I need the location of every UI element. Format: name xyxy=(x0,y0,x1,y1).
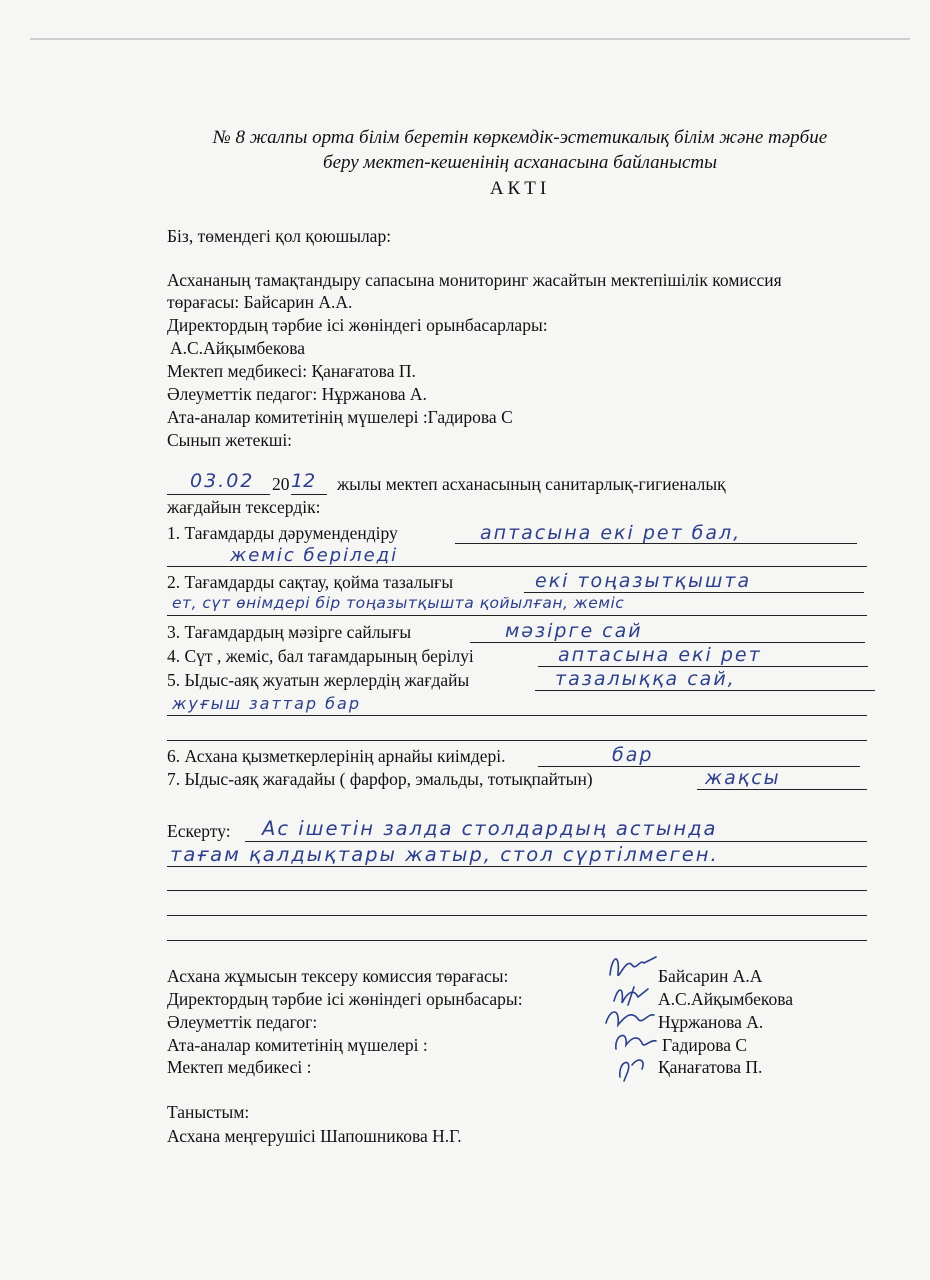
note-underline2 xyxy=(167,866,867,867)
note-handwritten-line2: тағам қалдықтары жатыр, стол сүртілмеген. xyxy=(170,843,719,866)
sign-role-chair: Асхана жұмысын тексеру комиссия төрағасы: xyxy=(167,966,509,986)
year-prefix: 20 xyxy=(272,474,290,494)
social-pedagogue-line: Әлеуметтік педагог: Нұржанова А. xyxy=(167,384,427,404)
item-6-answer: бар xyxy=(612,744,654,766)
item-5-answer2: жуғыш заттар бар xyxy=(172,694,361,713)
item-5-answer: тазалыққа сай, xyxy=(555,668,736,690)
note-handwritten-line1: Ас ішетін залда столдардың астында xyxy=(262,817,718,840)
sign-role-deputy: Директордың тәрбие ісі жөніндегі орынбасары: xyxy=(167,989,523,1009)
item-3-label: 3. Тағамдардың мәзірге сайлығы xyxy=(167,622,412,642)
intro-text: Біз, төмендегі қол қоюшылар: xyxy=(167,226,392,246)
item-2-answer: екі тоңазытқышта xyxy=(535,570,752,592)
item-4-underline xyxy=(538,666,868,667)
item-7-answer: жақсы xyxy=(705,767,781,789)
date-line-text: жылы мектеп асханасының санитарлық-гигиеналық xyxy=(337,474,726,494)
scan-edge-line xyxy=(30,38,910,40)
document-heading-akt: АКТІ xyxy=(489,178,551,199)
item-1-underline2 xyxy=(167,566,867,567)
sign-name-nurse: Қанағатова П. xyxy=(658,1057,763,1077)
item-2-label: 2. Тағамдарды сақтау, қойма тазалығы xyxy=(167,572,454,592)
sign-name-parents: Гадирова С xyxy=(662,1035,748,1055)
nurse-line: Мектеп медбикесі: Қанағатова П. xyxy=(167,361,416,381)
item-7-underline xyxy=(697,789,867,790)
sign-name-deputy: А.С.Айқымбекова xyxy=(658,989,794,1009)
item-5-underline xyxy=(535,690,875,691)
document-title-line2: беру мектеп-кешенінің асханасына байланысты xyxy=(323,152,717,173)
date-underline xyxy=(167,494,270,495)
item-1-answer: аптасына екі рет бал, xyxy=(480,522,742,544)
item-3-answer: мәзірге сай xyxy=(505,620,643,642)
note-blank-line3 xyxy=(167,890,867,891)
canteen-manager-line: Асхана меңгерушісі Шапошникова Н.Г. xyxy=(167,1126,462,1146)
commission-chair-line1: Асхананың тамақтандыру сапасына мониторинг жасайтын мектепішілік комиссия xyxy=(167,270,782,290)
note-blank-line4 xyxy=(167,915,867,916)
sign-name-chair: Байсарин А.А xyxy=(658,966,763,986)
item-6-underline xyxy=(538,766,860,767)
document-title-line1: № 8 жалпы орта білім беретін көркемдік-эстетикалық білім және тәрбие xyxy=(212,127,828,148)
commission-chair-line2: төрағасы: Байсарин А.А. xyxy=(167,292,353,312)
note-label: Ескерту: xyxy=(167,821,231,841)
item-6-label: 6. Асхана қызметкерлерінің арнайы киімдері. xyxy=(167,746,506,766)
signature-nurse xyxy=(620,1060,643,1081)
item-4-label: 4. Сүт , жеміс, бал тағамдарының берілуі xyxy=(167,646,474,666)
item-3-underline xyxy=(470,642,865,643)
signature-social xyxy=(606,1012,654,1025)
note-blank-line5 xyxy=(167,940,867,941)
signature-deputy xyxy=(614,987,648,1005)
item-2-underline2 xyxy=(167,615,867,616)
item-2-underline xyxy=(524,592,864,593)
year-handwritten: 12 xyxy=(291,470,316,492)
item-5-underline3 xyxy=(167,740,867,741)
item-5-underline2 xyxy=(167,715,867,716)
note-underline1 xyxy=(245,841,867,842)
item-7-label: 7. Ыдыс-аяқ жағадайы ( фарфор, эмальды, тотықпайтын) xyxy=(167,769,593,789)
date-line-text2: жағдайын тексердік: xyxy=(167,497,321,517)
acquainted-label: Таныстым: xyxy=(167,1102,250,1122)
handwritten-signatures xyxy=(598,945,668,1085)
date-handwritten: 03.02 xyxy=(190,470,255,492)
sign-role-nurse: Мектеп медбикесі : xyxy=(167,1057,312,1077)
deputy-label: Директордың тәрбие ісі жөніндегі орынбасарлары: xyxy=(167,315,548,335)
signature-chair xyxy=(610,957,656,975)
year-underline xyxy=(291,494,327,495)
sign-role-parents: Ата-аналар комитетінің мүшелері : xyxy=(167,1035,428,1055)
item-5-label: 5. Ыдыс-аяқ жуатын жерлердің жағдайы xyxy=(167,670,470,690)
item-1-answer2: жеміс беріледі xyxy=(230,545,399,566)
class-teacher-line: Сынып жетекші: xyxy=(167,430,293,450)
sign-name-social: Нұржанова А. xyxy=(658,1012,764,1032)
item-1-label: 1. Тағамдарды дәрумендендіру xyxy=(167,523,398,543)
sign-role-social: Әлеуметтік педагог: xyxy=(167,1012,318,1032)
parents-committee-line: Ата-аналар комитетінің мүшелері :Гадирова С xyxy=(167,407,513,427)
signature-parents xyxy=(616,1035,656,1049)
item-4-answer: аптасына екі рет xyxy=(558,644,762,666)
deputy-name: А.С.Айқымбекова xyxy=(170,338,306,358)
item-2-answer2: ет, сүт өнімдері бір тоңазытқышта қойылған, жеміс xyxy=(172,594,625,612)
